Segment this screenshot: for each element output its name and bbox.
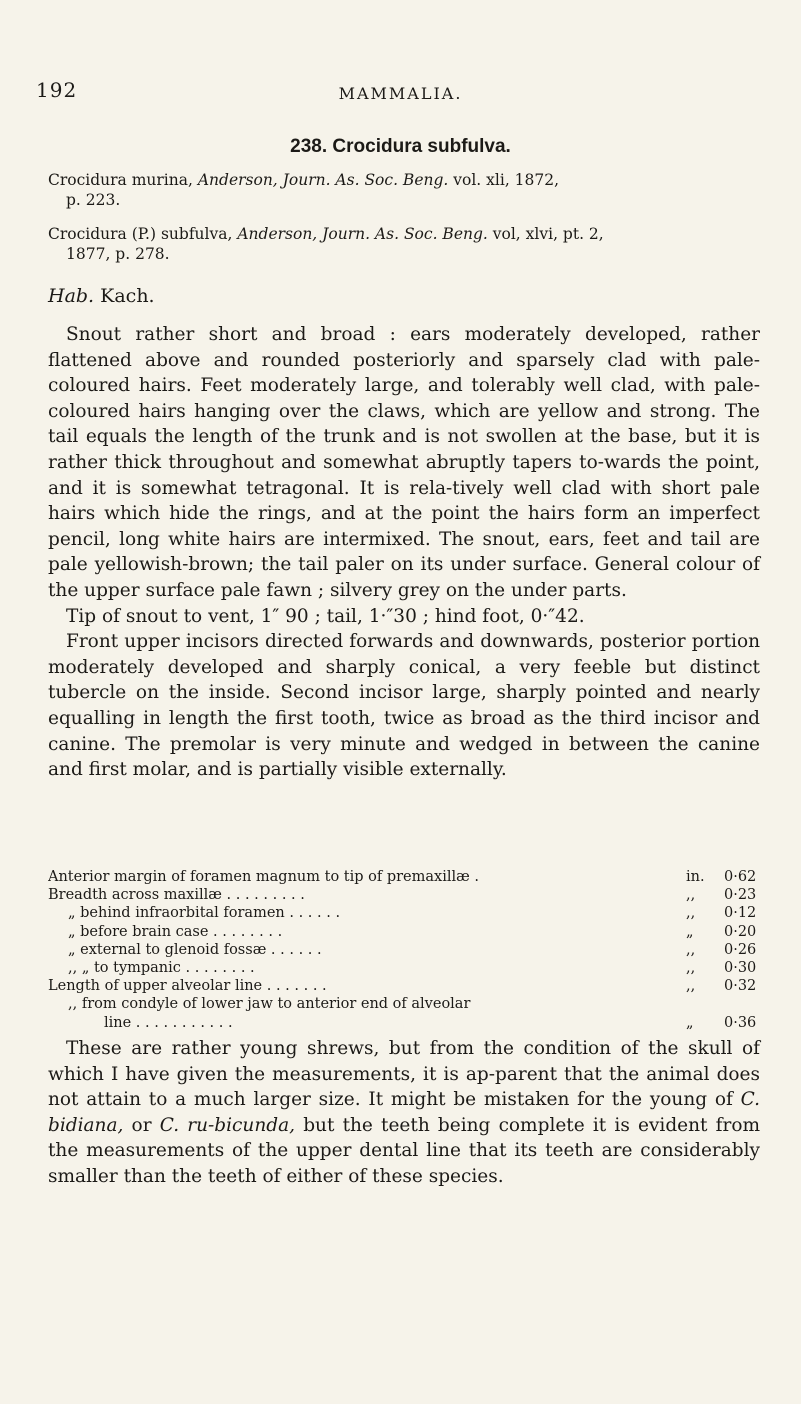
measurement-row (48, 923, 760, 941)
synonym-continuation: p. 223. (66, 191, 121, 209)
measurement-value: 0·12 (724, 905, 757, 922)
running-head: MAMMALIA. (338, 84, 463, 103)
measurement-value: 0·32 (724, 978, 757, 995)
closing-text (48, 1036, 760, 1190)
synonym-details: vol, xlvi, pt. 2, (492, 225, 604, 243)
skull-measurements-table (48, 868, 760, 1032)
dentition-paragraph: Front upper incisors directed forwards and downwards, posterior portion moderately developed and sharply conical, a very feeble but distinct tubercle on the inside. Second incisor large, sharply pointed and nearly equalling in length the first tooth, twice as broad as the third incisor and canine. The premolar is very minute and wedged in between the canine and first molar, and is partially visible externally. (48, 631, 760, 781)
description-text (48, 322, 760, 783)
measurement-value: 0·23 (724, 887, 757, 904)
measurement-row (48, 868, 760, 886)
page-number: 192 (36, 78, 78, 102)
measurement-value (724, 995, 760, 1013)
synonym-name: Crocidura murina, (48, 171, 193, 189)
measurement-value: 0·30 (724, 960, 757, 977)
measurement-value: 0·36 (724, 1014, 757, 1031)
species-name: C. bidiana, (48, 1089, 760, 1136)
measurement-row (48, 1014, 760, 1032)
measurement-unit: in. (686, 869, 705, 885)
species-name: C. ru-bicunda, (159, 1114, 296, 1136)
measurement-unit (686, 995, 724, 1013)
closing-text-part: These are rather young shrews, but from the condition of the skull of which I have given the measurements, it is ap-parent that the animal does not attain to a much larger size. It might be mistaken for the young of (48, 1038, 760, 1111)
measurement-unit: ,, (686, 978, 696, 995)
synonym-continuation: 1877, p. 278. (66, 245, 170, 263)
measurement-label: line . . . . . . . . . . . (104, 1014, 233, 1031)
measurement-row (48, 904, 760, 922)
measurement-value: 0·62 (724, 869, 757, 885)
measurement-value: 0·20 (724, 923, 757, 940)
measurement-row (48, 941, 760, 959)
measurement-unit: „ (686, 1014, 694, 1031)
measurement-unit: ,, (686, 905, 696, 922)
habitat-label: Hab. (48, 285, 95, 307)
description-paragraph: Snout rather short and broad : ears moderately developed, rather flattened above and rounded posteriorly and sparsely clad with pale-coloured hairs. Feet moderately large, and tolerably well clad, with pale-coloured hairs hanging over the claws, which are yellow and strong. The tail equals the length of the trunk and is not swollen at the base, but it is rather thick throughout and somewhat abruptly tapers to-wards the point, and it is somewhat tetragonal. It is rela-tively well clad with short pale hairs which hide the rings, and at the point the hairs form an imperfect pencil, long white hairs are intermixed. The snout, ears, feet and tail are pale yellowish-brown; the tail paler on its under surface. General colour of the upper surface pale fawn ; silvery grey on the under parts. (48, 324, 760, 601)
measurement-label: Breadth across maxillæ . . . . . . . . . (48, 887, 305, 904)
measurement-row (48, 995, 760, 1013)
synonym-details: vol. xli, 1872, (453, 171, 560, 189)
measurement-row (48, 959, 760, 977)
measurement-value: 0·26 (724, 941, 757, 958)
closing-text-part: but the teeth being complete it is evident from the measurements of the upper dental line that its teeth are considerably smaller than the teeth of either of these species. (48, 1114, 761, 1187)
closing-paragraph (48, 1036, 760, 1190)
measurement-label: ,, „ to tympanic . . . . . . . . (68, 960, 255, 977)
measurement-label: „ behind infraorbital foramen . . . . . . (68, 905, 341, 922)
measurement-unit: ,, (686, 941, 696, 958)
habitat-value: Kach. (100, 285, 155, 307)
measurement-label: „ external to glenoid fossæ . . . . . . (68, 941, 322, 958)
habitat (48, 285, 155, 307)
measurement-label: „ before brain case . . . . . . . . (68, 923, 283, 940)
measurement-unit: „ (686, 923, 694, 940)
synonym-entry (48, 224, 768, 264)
measurement-label: Length of upper alveolar line . . . . . . . (48, 978, 327, 995)
synonym-author: Anderson, Journ. As. Soc. Beng. (237, 225, 488, 243)
species-heading: 238. Crocidura subfulva. (290, 136, 511, 157)
measurement-row (48, 886, 760, 904)
body-measurements-paragraph: Tip of snout to vent, 1″ 90 ; tail, 1·″30 ; hind foot, 0·″42. (66, 605, 585, 627)
measurement-label: Anterior margin of foramen magnum to tip of premaxillæ . (48, 869, 479, 885)
measurement-label: ,, from condyle of lower jaw to anterior end of alveolar (68, 996, 471, 1013)
closing-text-part: or (123, 1114, 160, 1136)
synonym-entry (48, 170, 768, 210)
measurement-row (48, 977, 760, 995)
measurement-unit: ,, (686, 960, 696, 977)
synonym-name: Crocidura (P.) subfulva, (48, 225, 233, 243)
synonym-author: Anderson, Journ. As. Soc. Beng. (197, 171, 449, 189)
measurement-unit: ,, (686, 887, 696, 904)
